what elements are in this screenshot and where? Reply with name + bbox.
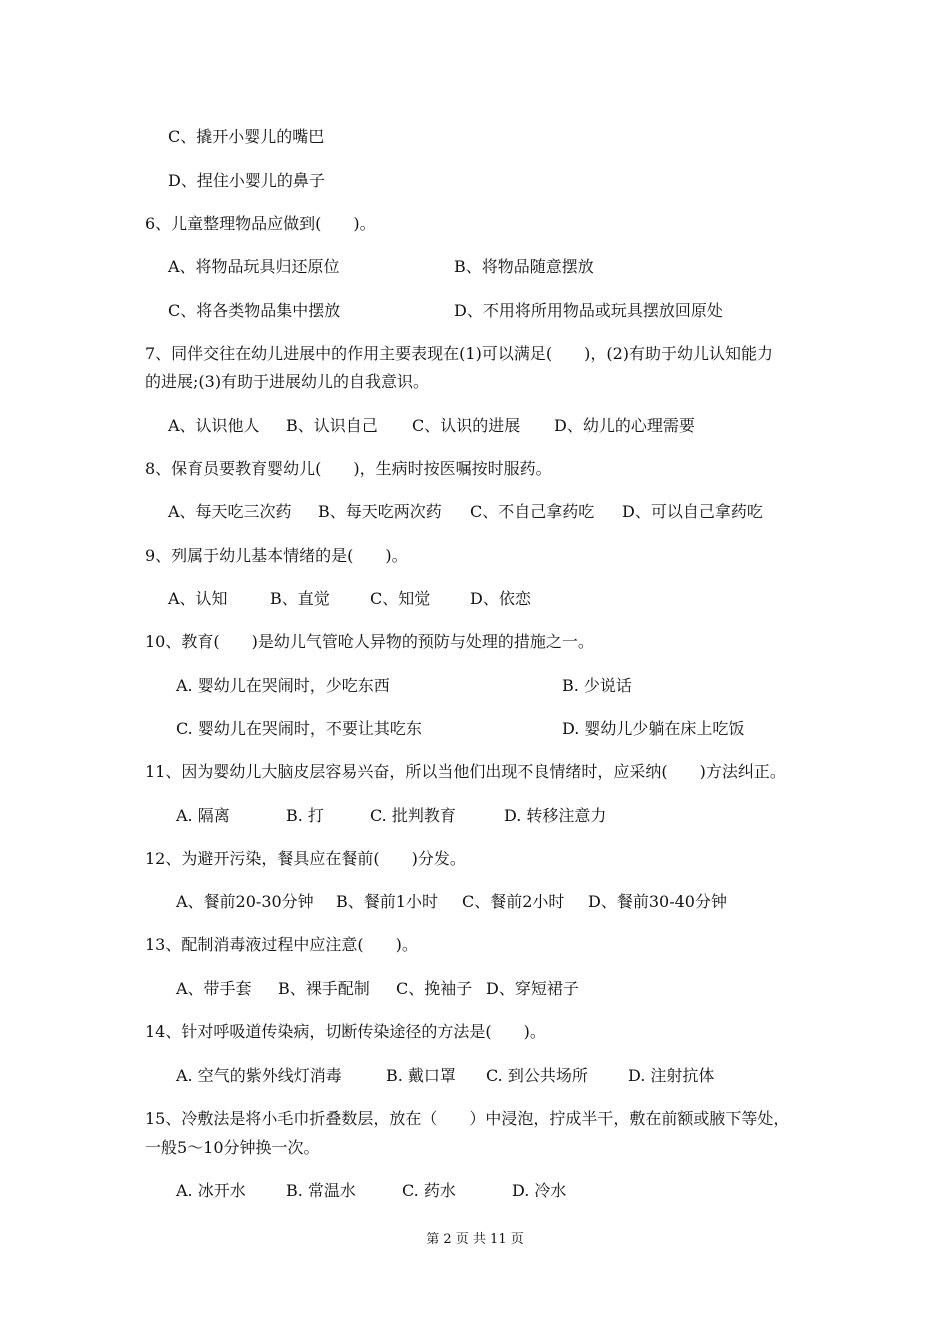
q12-option-b: B、餐前1小时: [336, 892, 438, 911]
q9-stem: 9、列属于幼儿基本情绪的是( )。: [145, 546, 408, 565]
q8-option-c: C、不自己拿药吃: [470, 502, 595, 521]
q9-option-b: B、直觉: [270, 589, 330, 608]
q9-option-c: C、知觉: [370, 589, 431, 608]
q15-stem-line1: 15、冷敷法是将小毛巾折叠数层，放在（ ）中浸泡，拧成半干，敷在前额或腋下等处，: [145, 1109, 790, 1128]
q13-option-d: D、穿短裙子: [486, 979, 579, 998]
q11-option-d: D. 转移注意力: [504, 806, 607, 825]
q14-option-a: A. 空气的紫外线灯消毒: [176, 1066, 342, 1085]
q7-stem-line1: 7、同伴交往在幼儿进展中的作用主要表现在(1)可以满足( )，(2)有助于幼儿认知能力: [145, 344, 773, 363]
q13-option-a: A、带手套: [176, 979, 252, 998]
q14-stem: 14、针对呼吸道传染病，切断传染途径的方法是( )。: [145, 1022, 546, 1041]
q8-option-d: D、可以自己拿药吃: [622, 502, 763, 521]
q15-option-d: D. 冷水: [512, 1181, 567, 1200]
q13-option-c: C、挽袖子: [396, 979, 473, 998]
q7-option-d: D、幼儿的心理需要: [554, 416, 695, 435]
q10-stem: 10、教育( )是幼儿气管呛人异物的预防与处理的措施之一。: [145, 632, 594, 651]
q6-stem: 6、儿童整理物品应做到( )。: [145, 214, 376, 233]
q12-stem: 12、为避开污染，餐具应在餐前( )分发。: [145, 849, 466, 868]
q8-option-a: A、每天吃三次药: [168, 502, 292, 521]
q12-option-d: D、餐前30-40分钟: [588, 892, 727, 911]
q5-option-d: D、捏住小婴儿的鼻子: [168, 171, 325, 190]
q15-option-a: A. 冰开水: [176, 1181, 246, 1200]
q11-option-a: A. 隔离: [176, 806, 230, 825]
q7-option-b: B、认识自己: [286, 416, 378, 435]
q11-option-b: B. 打: [286, 806, 324, 825]
q8-stem: 8、保育员要教育婴幼儿( )，生病时按医嘱按时服药。: [145, 459, 552, 478]
q6-option-c: C、将各类物品集中摆放: [168, 301, 341, 320]
q6-option-b: B、将物品随意摆放: [454, 257, 594, 276]
q10-option-d: D. 婴幼儿少躺在床上吃饭: [562, 719, 745, 738]
q10-option-b: B. 少说话: [562, 676, 632, 695]
q13-option-b: B、裸手配制: [278, 979, 370, 998]
q12-option-c: C、餐前2小时: [462, 892, 565, 911]
q14-option-c: C. 到公共场所: [486, 1066, 588, 1085]
q15-stem-line2: 一般5～10分钟换一次。: [145, 1138, 320, 1157]
q12-option-a: A、餐前20-30分钟: [176, 892, 314, 911]
q9-option-d: D、依恋: [470, 589, 531, 608]
q14-option-b: B. 戴口罩: [386, 1066, 456, 1085]
q9-option-a: A、认知: [168, 589, 228, 608]
q7-option-a: A、认识他人: [168, 416, 260, 435]
q7-option-c: C、认识的进展: [412, 416, 521, 435]
q15-option-b: B. 常温水: [286, 1181, 356, 1200]
q11-stem: 11、因为婴幼儿大脑皮层容易兴奋，所以当他们出现不良情绪时，应采纳( )方法纠正。: [145, 762, 786, 781]
q15-option-c: C. 药水: [402, 1181, 456, 1200]
q5-option-c: C、撬开小婴儿的嘴巴: [168, 127, 325, 146]
q6-option-d: D、不用将所用物品或玩具摆放回原处: [454, 301, 723, 320]
page-number-footer: 第 2 页 共 11 页: [426, 1232, 524, 1247]
q10-option-c: C. 婴幼儿在哭闹时，不要让其吃东: [176, 719, 422, 738]
q8-option-b: B、每天吃两次药: [318, 502, 442, 521]
q14-option-d: D. 注射抗体: [628, 1066, 715, 1085]
q13-stem: 13、配制消毒液过程中应注意( )。: [145, 935, 418, 954]
q10-option-a: A. 婴幼儿在哭闹时，少吃东西: [176, 676, 390, 695]
q7-stem-line2: 的进展;(3)有助于进展幼儿的自我意识。: [145, 372, 430, 391]
q6-option-a: A、将物品玩具归还原位: [168, 257, 340, 276]
q11-option-c: C. 批判教育: [370, 806, 456, 825]
